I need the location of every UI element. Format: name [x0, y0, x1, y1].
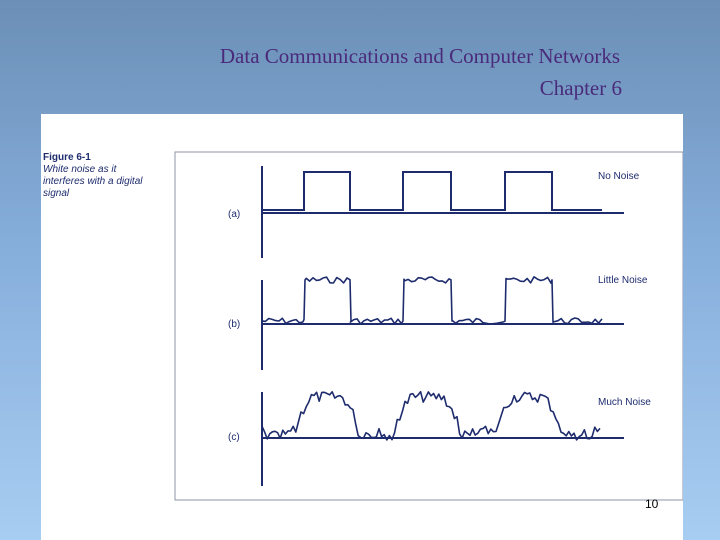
slide-title-line-2: Chapter 6 — [539, 76, 622, 100]
noise-diagram — [41, 114, 683, 540]
panel-b-label: (b) — [228, 319, 241, 330]
panel-a-label: (a) — [228, 209, 241, 220]
figure-caption-text: White noise as it interferes with a digital signal — [43, 164, 143, 199]
page-number: 10 — [645, 497, 659, 511]
panel-c-label: (c) — [228, 432, 240, 443]
panel-a-signal — [262, 172, 602, 210]
panel-c-name: Much Noise — [598, 397, 651, 408]
panel-b — [228, 275, 648, 370]
panel-a-name: No Noise — [598, 171, 640, 182]
slide-title — [0, 40, 622, 104]
slide-title-line-1: Data Communications and Computer Networks — [219, 44, 620, 68]
diagram-frame — [175, 152, 683, 500]
figure-caption-title: Figure 6-1 — [43, 152, 91, 163]
panel-b-name: Little Noise — [598, 275, 648, 286]
panel-c — [228, 392, 651, 486]
panel-b-signal — [262, 277, 602, 324]
figure-panel — [41, 114, 683, 540]
panel-a — [228, 166, 640, 258]
panel-c-signal — [262, 392, 600, 440]
